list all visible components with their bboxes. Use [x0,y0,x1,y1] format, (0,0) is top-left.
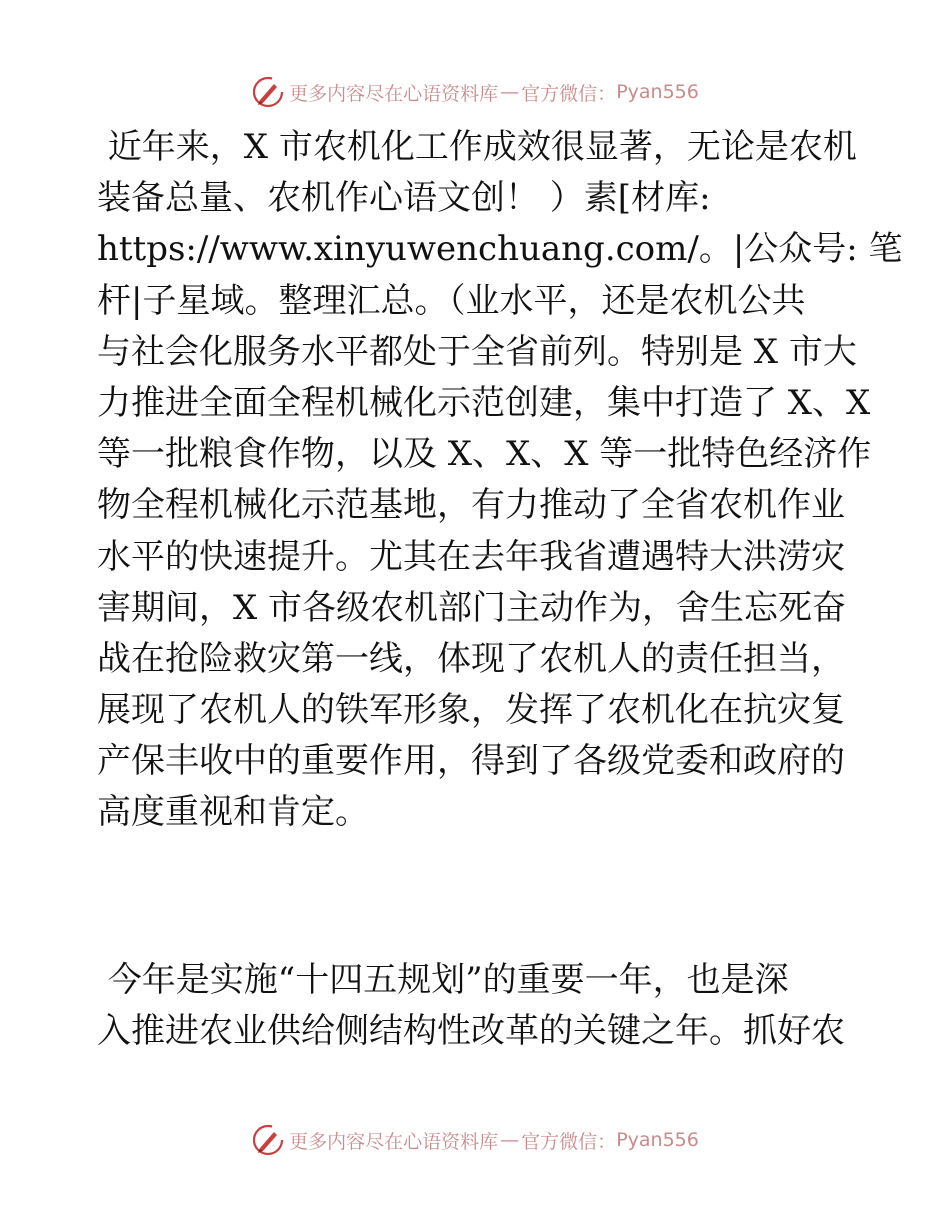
text-line: 高度重视和肯定。 [97,792,369,833]
watermark-wechat-label: 官方微信： [521,1130,617,1153]
pen-logo-icon [251,1123,285,1157]
pen-logo-icon [251,75,285,109]
text-line: 杆|子星域。整理汇总。（业水平，还是农机公共 [97,280,806,321]
text-line: 装备总量、农机作心语文创！ ）素[材库: [97,178,711,219]
paragraph-2 [97,955,857,1057]
text-line: 等一批粮食作物，以及 X、X、X 等一批特色经济作 [97,434,872,475]
text-line: 与社会化服务水平都处于全省前列。特别是 X 市大 [97,331,857,372]
text-line: 今年是实施“十四五规划”的重要一年，也是深 [97,960,789,1000]
text-line: 战在抢险救灾第一线，体现了农机人的责任担当， [97,638,845,679]
watermark-wechat-id: Pyan556 [616,1129,699,1151]
text-line: 产保丰收中的重要作用，得到了各级党委和政府的 [97,741,845,782]
text-line: 物全程机械化示范基地，有力推动了全省农机作业 [97,485,845,526]
text-line: 入推进农业供给侧结构性改革的关键之年。抓好农 [97,1011,845,1052]
watermark-wechat-id: Pyan556 [616,81,699,103]
text-line: 近年来，X 市农机化工作成效很显著，无论是农机 [97,127,857,167]
text-line: 害期间，X 市各级农机部门主动作为，舍生忘死奋 [97,587,847,628]
paragraph-1 [97,122,903,839]
watermark-main-text: 更多内容尽在心语资料库 [289,82,499,105]
watermark-wechat-label: 官方微信： [521,82,617,105]
watermark-dash: — [500,1129,520,1151]
footer-watermark [0,1120,950,1160]
watermark-dash: — [500,81,520,103]
watermark-main-text: 更多内容尽在心语资料库 [289,1130,499,1153]
text-line: 力推进全面全程机械化示范创建，集中打造了 X、X [97,382,871,423]
text-line: 水平的快速提升。尤其在去年我省遭遇特大洪涝灾 [97,536,845,577]
text-line: 展现了农机人的铁军形象，发挥了农机化在抗灾复 [97,690,845,731]
header-watermark [0,72,950,112]
text-line: https://www.xinyuwenchuang.com/。|公众号: 笔 [97,229,903,270]
